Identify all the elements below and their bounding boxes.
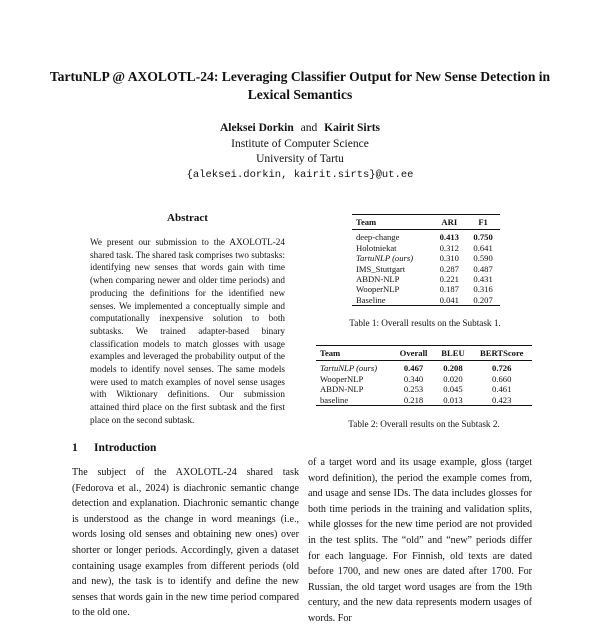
section-number: 1 <box>72 442 78 454</box>
overall-cell: 0.340 <box>403 373 424 384</box>
f1-cell: 0.431 <box>473 274 493 285</box>
team-cell: ABDN-NLP <box>356 274 400 285</box>
table-row <box>352 253 500 263</box>
table-header: BLEU <box>435 346 472 361</box>
table-1-caption: Table 1: Overall results on the Subtask 1. <box>349 318 501 328</box>
institute: Institute of Computer Science <box>231 137 369 150</box>
team-cell: WooperNLP <box>356 284 400 295</box>
bleu-cell: 0.020 <box>443 373 463 384</box>
abstract-text: We present our submission to the AXOLOTL-24 shared task. The shared task comprises two subtasks: identifying new senses that words gain with time (when comparing newer and older time periods) and producing the definitions for the identified new senses. We implemented a conceptually simple and computationally inexpensive solution to both subtasks. We trained adapter-based binary classification models to match glosses with usage examples and leveraged the probability output of the models to identify novel senses. The same models were used to match examples of novel sense usages with Wiktionary definitions. Our submission attained third place on the first subtask and the first place on the second subtask. <box>90 237 285 425</box>
f1-cell: 0.641 <box>473 242 493 253</box>
f1-cell: 0.487 <box>473 263 493 274</box>
team-cell: Holotniekat <box>356 242 397 253</box>
ari-cell: 0.413 <box>439 232 459 243</box>
table-row <box>352 284 500 294</box>
table-header-row <box>316 346 532 361</box>
team-cell: WooperNLP <box>320 373 364 384</box>
ari-cell: 0.312 <box>439 242 459 253</box>
ari-cell: 0.287 <box>439 263 459 274</box>
table-row <box>316 395 532 406</box>
table-row <box>352 274 500 284</box>
ari-cell: 0.187 <box>439 284 459 295</box>
table-header: Overall <box>393 346 435 361</box>
introduction-text: The subject of the AXOLOTL-24 shared task (Fedorova et al., 2024) is diachronic semantic change detection and explanation. Diachronic semantic change is understood as the change in word meanings (i.e., words losing old senses and obtaining new ones) over shorter or longer periods. Accordingly, given a dataset containing usage examples from different periods (old and new), the task is to identify and define the new senses that words gain in the new time period compared to the old one. <box>72 467 299 619</box>
team-cell: deep-change <box>356 232 400 243</box>
author-2: Kairit Sirts <box>324 122 381 134</box>
table-row <box>352 264 500 274</box>
author-1: Aleksei Dorkin <box>219 122 294 134</box>
f1-cell: 0.207 <box>473 294 493 305</box>
abstract-heading: Abstract <box>167 212 208 224</box>
section-heading <box>72 442 156 454</box>
table-row <box>316 361 532 374</box>
f1-cell: 0.590 <box>473 253 493 264</box>
f1-cell: 0.316 <box>473 284 493 295</box>
table-row <box>316 384 532 394</box>
paper-title: TartuNLP @ AXOLOTL-24: Leveraging Classifier Output for New Sense Detection in Lexical Semantics <box>49 69 551 102</box>
bertscore-cell: 0.461 <box>492 384 512 395</box>
bleu-cell: 0.208 <box>443 363 463 374</box>
table-header-row <box>352 215 500 230</box>
author-block <box>40 121 560 183</box>
bertscore-cell: 0.726 <box>492 363 512 374</box>
team-cell: baseline <box>320 394 349 405</box>
bertscore-cell: 0.660 <box>492 373 512 384</box>
table-row <box>316 374 532 384</box>
team-cell: IMS_Stuttgart <box>356 263 406 274</box>
table-header: BERTScore <box>471 346 532 361</box>
table-header: Team <box>352 215 432 230</box>
author-and: and <box>300 122 318 134</box>
bleu-cell: 0.045 <box>443 384 463 395</box>
ari-cell: 0.221 <box>439 274 459 285</box>
table-row <box>352 230 500 243</box>
ari-cell: 0.310 <box>439 253 459 264</box>
table-header: Team <box>316 346 393 361</box>
author-names <box>40 121 560 137</box>
section-title: Introduction <box>94 442 157 454</box>
university: University of Tartu <box>256 153 344 165</box>
team-cell: ABDN-NLP <box>320 384 364 395</box>
table-2-caption: Table 2: Overall results on the Subtask 2. <box>348 419 500 429</box>
table-header: F1 <box>466 215 500 230</box>
team-cell: Baseline <box>356 294 386 305</box>
right-column-text: of a target word and its usage example, gloss (target word definition), the period the example comes from, and usage and sense IDs. The data includes glosses for both time periods in the training and validation splits, while glosses for the new time period are not provided in the test splits. The “old” and “new” periods differ for each language. For Finnish, old texts are dated before 1700, and new ones are dated after 1700. For Russian, the old target word usages are from the 19th century, and the new data represents modern usages of words. For <box>308 457 532 624</box>
table-row <box>352 243 500 253</box>
author-emails: {aleksei.dorkin, kairit.sirts}@ut.ee <box>186 168 414 181</box>
overall-cell: 0.218 <box>403 394 424 405</box>
results-table-2 <box>316 345 532 406</box>
overall-cell: 0.253 <box>403 384 424 395</box>
team-cell: TartuNLP (ours) <box>320 363 378 374</box>
results-table-1 <box>352 214 500 306</box>
f1-cell: 0.750 <box>473 232 493 243</box>
bertscore-cell: 0.423 <box>492 394 512 405</box>
overall-cell: 0.467 <box>403 363 424 374</box>
table-row <box>352 295 500 306</box>
ari-cell: 0.041 <box>439 294 459 305</box>
bleu-cell: 0.013 <box>443 394 463 405</box>
table-header: ARI <box>432 215 466 230</box>
team-cell: TartuNLP (ours) <box>356 253 414 264</box>
